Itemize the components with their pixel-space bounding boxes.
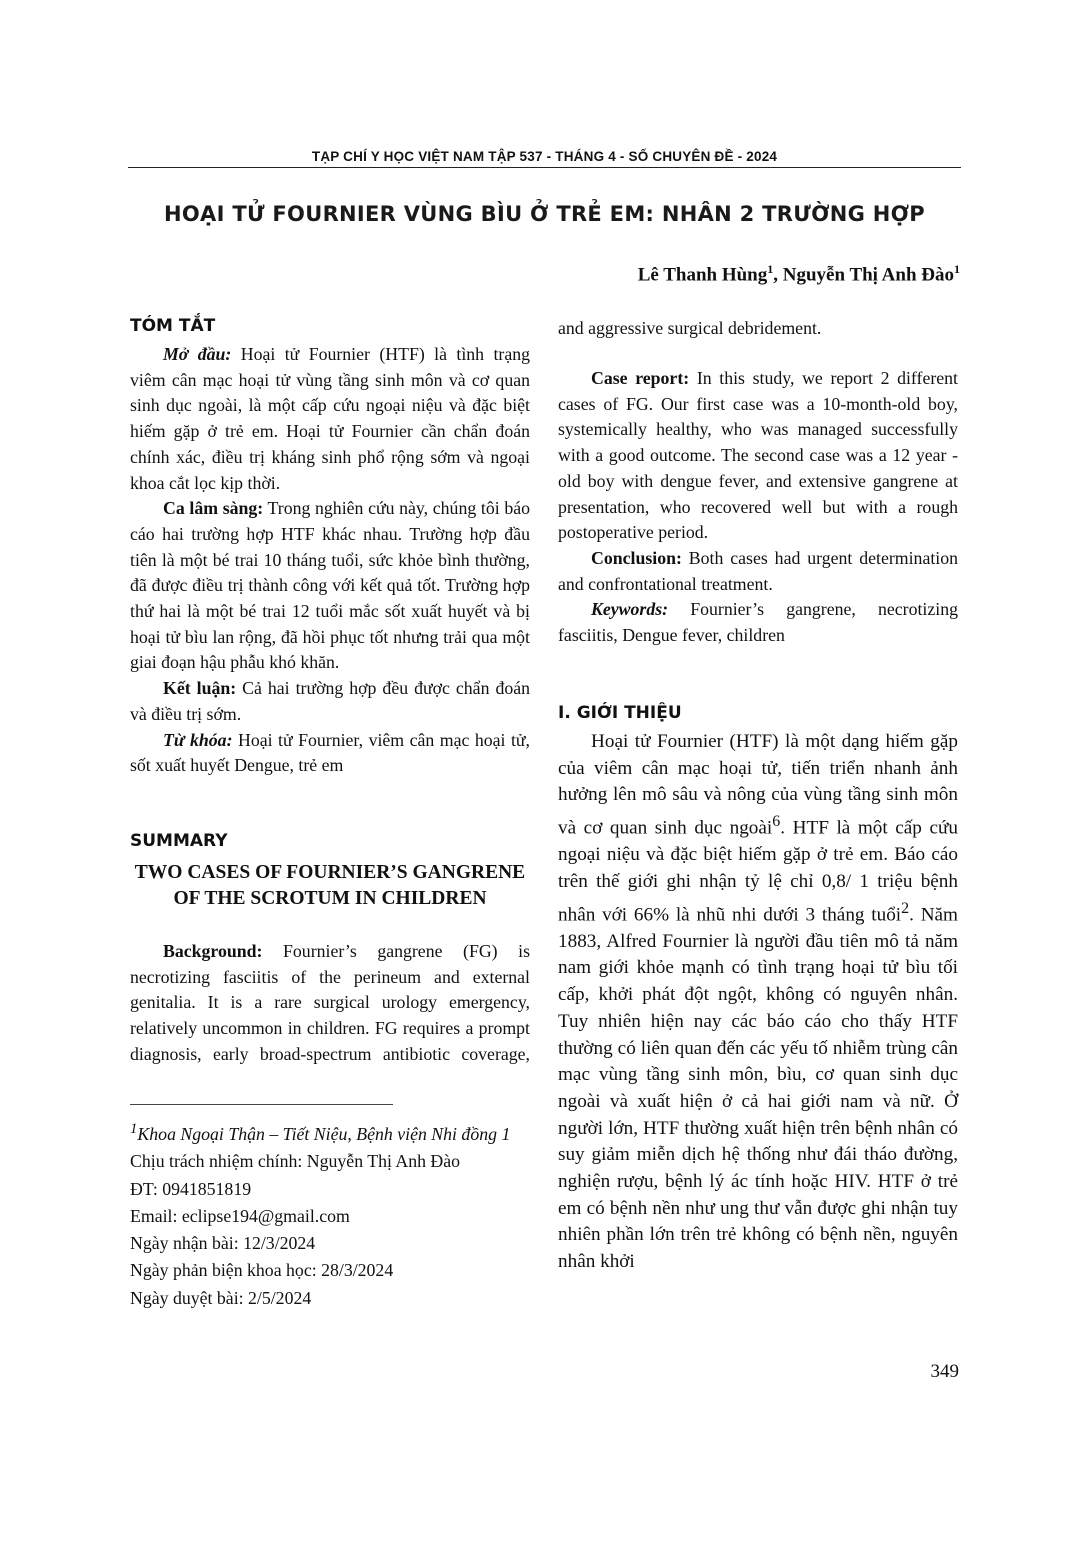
conclusion-label: Conclusion: bbox=[591, 547, 682, 568]
ca-lam-sang-text: Trong nghiên cứu này, chúng tôi báo cáo hai trường hợp HTF khác nhau. Trường hợp đầu tiên là một bé trai 10 tháng tuổi, sức khỏe bình thường, đã được điều trị thành công với kết quả tốt. Trường hợp thứ hai là một bé trai 12 tuổi mắc sốt xuất huyết và bị hoại tử bìu lan rộng, đã hồi phục tốt nhưng trải qua một giai đoạn hậu phẫu khó khăn. bbox=[130, 498, 530, 673]
journal-header: TẠP CHÍ Y HỌC VIỆT NAM TẬP 537 - THÁNG 4 - SỐ CHUYÊN ĐỀ - 2024 bbox=[311, 149, 778, 164]
background-text: Fournier’s gangrene (FG) is necrotizing fasciitis of the perineum and external genitalia. It is a rare surgical urology emergency, relatively uncommon in children. FG requires a prompt diagnosis, early broad-spectrum antibiotic coverage, bbox=[130, 941, 530, 1064]
ket-luan-text: Cả hai trường hợp đều được chẩn đoán và điều trị sớm. bbox=[130, 678, 531, 724]
reviewed-date: Ngày phản biện khoa học: 28/3/2024 bbox=[130, 1260, 394, 1281]
mo-dau-label: Mở đầu: bbox=[163, 344, 232, 364]
footnote-rule bbox=[130, 1104, 393, 1105]
header-rule bbox=[128, 167, 961, 168]
summary-case-report bbox=[558, 366, 958, 546]
authors-line bbox=[638, 262, 960, 286]
author-1-affiliation: 1 bbox=[767, 262, 774, 276]
summary-right-continuation bbox=[558, 315, 958, 366]
tu-khoa-text: Hoại tử Fournier, viêm cân mạc hoại tử, sốt xuất huyết Dengue, trẻ em bbox=[130, 729, 531, 776]
abstract-tu-khoa bbox=[130, 728, 530, 779]
case-report-text: In this study, we report 2 different cases of FG. Our first case was a 10-month-old boy, systemically healthy, who was managed successfully with a good outcome. The second case was a 12 year - old boy with dengue fever, and extensive gangrene at presentation, who recovered well but with a rough postoperative period. bbox=[558, 368, 958, 543]
summary-background bbox=[130, 939, 530, 1068]
summary-background-continued: and aggressive surgical debridement. bbox=[558, 317, 822, 338]
english-title: TWO CASES OF FOURNIER’S GANGRENE OF THE SCROTUM IN CHILDREN bbox=[134, 862, 526, 909]
mo-dau-text: Hoại tử Fournier (HTF) là tình trạng viêm cân mạc hoại tử vùng tầng sinh môn và cơ quan sinh dục ngoài, là một cấp cứu ngoại niệu và đặc biệt hiếm gặp ở trẻ em. Hoại tử Fournier cần chẩn đoán chính xác, điều trị kháng sinh phổ rộng sớm và ngoại khoa cắt lọc kịp thời. bbox=[130, 344, 531, 493]
conclusion-text: Both cases had urgent determination and confrontational treatment. bbox=[558, 547, 958, 594]
abstract-ket-luan bbox=[130, 676, 530, 727]
introduction-heading: I. GIỚI THIỆU bbox=[558, 703, 682, 723]
reference-2: 2 bbox=[901, 899, 910, 917]
vietnamese-abstract bbox=[130, 342, 530, 779]
footnote bbox=[130, 1116, 530, 1312]
summary-right-part bbox=[558, 366, 958, 649]
accepted-date: Ngày duyệt bài: 2/5/2024 bbox=[130, 1287, 312, 1308]
author-separator: , bbox=[773, 264, 783, 286]
keywords-label: Keywords: bbox=[591, 599, 669, 620]
case-report-label: Case report: bbox=[591, 368, 690, 388]
ket-luan-label: Kết luận: bbox=[163, 678, 237, 699]
ca-lam-sang-label: Ca lâm sàng: bbox=[163, 498, 264, 519]
page-number: 349 bbox=[930, 1361, 959, 1382]
tom-tat-heading: TÓM TẮT bbox=[130, 316, 216, 336]
summary-left-part bbox=[130, 939, 530, 1068]
received-date: Ngày nhận bài: 12/3/2024 bbox=[130, 1233, 316, 1254]
summary-heading: SUMMARY bbox=[130, 831, 228, 851]
keywords-text: Fournier’s gangrene, necrotizing fasciitis, Dengue fever, children bbox=[558, 599, 958, 646]
background-label: Background: bbox=[163, 941, 263, 961]
reference-6: 6 bbox=[772, 813, 781, 831]
introduction-body bbox=[558, 729, 958, 1276]
email: Email: eclipse194@gmail.com bbox=[130, 1205, 350, 1226]
abstract-mo-dau bbox=[130, 342, 530, 496]
abstract-ca-lam-sang bbox=[130, 496, 530, 676]
summary-keywords bbox=[558, 597, 958, 648]
author-2-affiliation: 1 bbox=[954, 262, 960, 276]
affiliation: $^1$Khoa Ngoại Thận – Tiết Niệu, Bệnh viện Nhi đồng 1 bbox=[130, 1121, 511, 1144]
summary-conclusion bbox=[558, 546, 958, 597]
author-2: Nguyễn Thị Anh Đào bbox=[782, 264, 954, 286]
author-1: Lê Thanh Hùng bbox=[637, 264, 768, 286]
tu-khoa-label: Từ khóa: bbox=[163, 729, 233, 750]
introduction-paragraph: Hoại tử Fournier (HTF) là một dạng hiếm gặp của viêm cân mạc hoại tử, tiến triển nhanh ảnh hưởng lên mô sâu và nông của vùng tầng sinh môn và cơ quan sinh dục ngoài$^6$. HTF là một cấp cứu ngoại niệu và đặc biệt hiếm gặp ở trẻ em. Báo cáo trên thế giới ghi nhận tỷ lệ chỉ 0,8/ 1 triệu bệnh nhân với 66% là nhũ nhi dưới 3 tháng tuổi$^2$. Năm 1883, Alfred Fournier là người đầu tiên mô tả năm nam giới khỏe mạnh có tình trạng hoại tử bìu tối cấp, khởi phát đột ngột, không có nguyên nhân. Tuy nhiên hiện nay các báo cáo cho thấy HTF thường có liên quan đến các yếu tố nhiễm trùng cân mạc vùng tầng sinh môn, bìu, cơ quan sinh dục ngoài và xuất hiện ở cả hai giới nam và nữ. Ở người lớn, HTF thường xuất hiện trên bệnh nhân có suy giảm miễn dịch hệ thống như đái tháo đường, nghiện rượu, bệnh lý ác tính hoặc HIV. HTF ở trẻ em có bệnh nền như ung thư vẫn được ghi nhận tuy nhiên phần lớn trên trẻ không có bệnh nền, nguyên nhân khởi bbox=[558, 731, 958, 1273]
article-title: HOẠI TỬ FOURNIER VÙNG BÌU Ở TRẺ EM: NHÂN 2 TRƯỜNG HỢP bbox=[164, 202, 925, 226]
responsible-author: Chịu trách nhiệm chính: Nguyễn Thị Anh Đào bbox=[130, 1151, 461, 1172]
phone: ĐT: 0941851819 bbox=[130, 1178, 252, 1199]
